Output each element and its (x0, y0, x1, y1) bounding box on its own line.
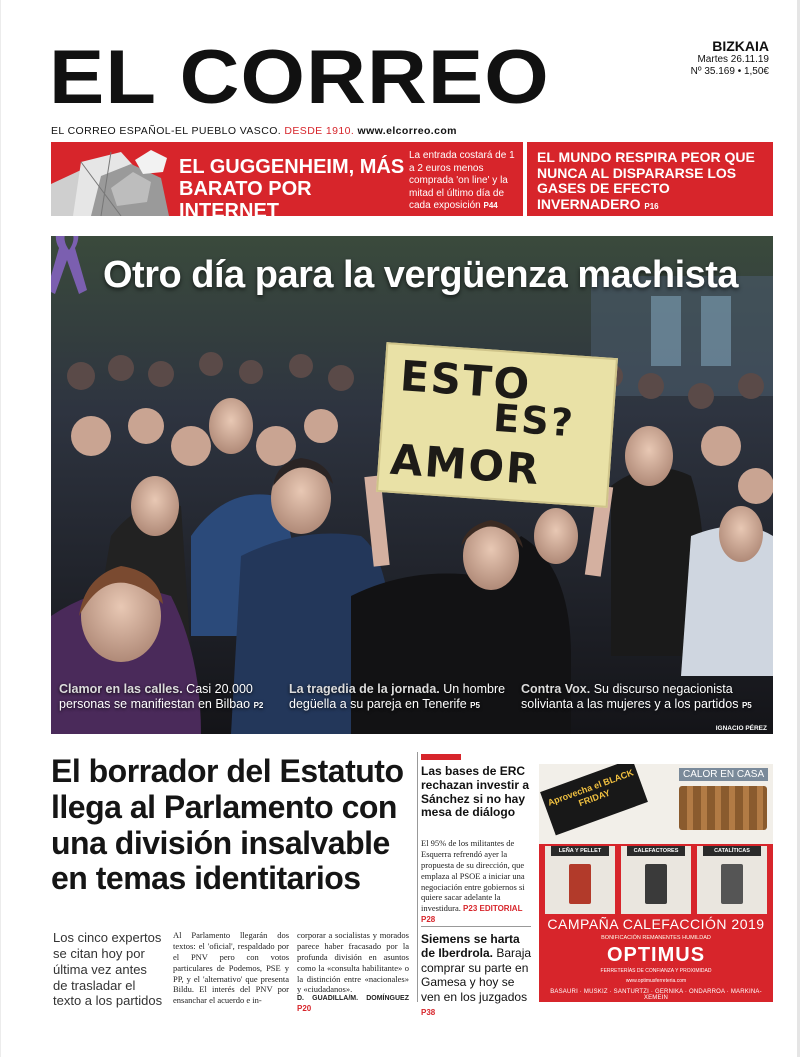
page-ref: P5 (470, 701, 480, 710)
page-ref: P20 (297, 1004, 312, 1014)
main-story-headline[interactable]: El borrador del Estatuto llega al Parlamento con una división insalvable en temas identitarios (51, 753, 404, 897)
side-story-headline[interactable]: Las bases de ERC rechazan investir a Sánchez si no hay mesa de diálogo (421, 764, 530, 820)
ad-product-1 (545, 846, 615, 914)
ad-product-3 (697, 846, 767, 914)
page-ref: P44 (483, 201, 498, 210)
page-ref: P5 (741, 701, 752, 710)
masthead-tagline (51, 125, 457, 137)
caption-lead: La tragedia de la jornada. (289, 682, 440, 696)
ad-towns: BASAURI · MUSKIZ · SANTURTZI · GERNIKA · ONDARROA · MARKINA-XEMEIN (550, 989, 762, 1001)
promo-guggenheim-body: La entrada costará de 1 a 2 euros menos comprada 'on line' y la mitad el último día de cada exposición (409, 150, 515, 211)
page-ref: P2 (253, 701, 264, 710)
edition-region: BIZKAIA (712, 38, 769, 54)
ad-product-label: CATALÍTICAS (714, 848, 750, 854)
caption-text: Un hombre degüella a su pareja en Tenerife (289, 682, 506, 711)
main-story-lede: Los cinco expertos se citan hoy por última vez antes de trasladar el texto a los partidos (53, 930, 163, 1009)
caption-lead: Clamor en las calles. (59, 682, 183, 696)
tagline-since: DESDE 1910. (284, 125, 358, 137)
caption-text: Su discurso negacionista solivianta a las mujeres y a los partidos (521, 682, 739, 711)
firewood-image (679, 786, 767, 830)
caption-text: Casi 20.000 personas se manifiestan en Bilbao (59, 682, 253, 711)
page-ref: P23 EDITORIAL P28 (421, 904, 523, 925)
promo-guggenheim-title: EL GUGGENHEIM, MÁS BARATO POR INTERNET (179, 156, 405, 222)
promo-guggenheim[interactable] (51, 142, 523, 222)
newspaper-logo[interactable]: EL CORREO (49, 35, 550, 120)
lead-headline[interactable]: Otro día para la vergüenza machista (103, 254, 739, 296)
photo-credit: IGNACIO PÉREZ (715, 725, 767, 732)
caption-lead: Contra Vox. (521, 682, 591, 696)
byline-authors: D. GUADILLA/M. DOMÍNGUEZ (297, 995, 409, 1003)
column-divider (417, 752, 418, 1002)
page-ref: P38 (421, 1007, 436, 1017)
lead-photo[interactable] (51, 236, 773, 734)
main-story-column-2-text: corporar a socialistas y morados parece haber fracasado por la profunda división en asuntos como la «consulta habilitante» o la distinción entre «nacionales» y «ciudadanos». (297, 930, 409, 995)
website-link[interactable]: www.elcorreo.com (357, 125, 457, 137)
promo-climate-headline: EL MUNDO RESPIRA PEOR QUE NUNCA AL DISPARARSE LOS GASES DE EFECTO INVERNADERO (537, 149, 755, 213)
byline (297, 995, 409, 1015)
edition-date: Martes 26.11.19 (697, 54, 769, 66)
ad-campaign: CAMPAÑA CALEFACCIÓN 2019 (547, 916, 765, 932)
sign-line-3: AMOR (388, 434, 543, 495)
optimus-logo: OPTIMUS (606, 944, 706, 966)
ad-calor-label: CALOR EN CASA (679, 768, 768, 781)
ad-banner-top (539, 764, 773, 844)
photo-caption-2[interactable] (289, 682, 511, 712)
ad-subtitle: BONIFICACIÓN REMANENTES HUMILDAD (601, 935, 711, 941)
protest-sign (376, 342, 618, 508)
page-ref: P16 (644, 202, 659, 212)
story-divider (421, 926, 531, 927)
ad-brand-tagline: FERRETERÍAS DE CONFIANZA Y PROXIMIDAD (600, 968, 712, 974)
sign-line-2: ES? (491, 395, 577, 446)
ad-product-label: CALEFACTORES (633, 848, 679, 854)
accent-bar (421, 754, 461, 760)
catalytic-heater-icon (721, 864, 743, 904)
main-story-column-2 (297, 930, 409, 1015)
edition-info (691, 38, 769, 77)
main-story-column-1: Al Parlamento llegarán dos textos: el 'oficial', respaldado por el PNV pero con votos particulares de Podemos, PSE y PP, y el 'alternativo' que presenta Bildu. El interés del PNV por ensanchar el acuerdo e in- (173, 930, 289, 1006)
promo-climate[interactable] (527, 142, 773, 216)
tagline-text: EL CORREO ESPAÑOL-EL PUEBLO VASCO. (51, 125, 285, 137)
side-story-text (421, 838, 531, 926)
purple-ribbon-icon (51, 236, 93, 300)
ad-product-2 (621, 846, 691, 914)
brief-text: Baraja comprar su parte en Gamesa y hoy se ven en los juzgados (421, 946, 532, 1004)
ad-website[interactable]: www.optimusferreteria.com (625, 978, 687, 984)
stove-icon (569, 864, 591, 904)
photo-caption-3[interactable] (521, 682, 771, 712)
promo-climate-title (537, 150, 767, 213)
ad-product-label: LEÑA Y PELLET (558, 848, 602, 854)
edition-issue: Nº 35.169 • 1,50€ (690, 65, 769, 77)
ad-products (539, 846, 773, 914)
optimus-advertisement[interactable] (539, 764, 773, 1002)
brief-lead: Siemens se harta de Iberdrola. (421, 932, 520, 961)
heater-icon (645, 864, 667, 904)
photo-caption-1[interactable] (59, 682, 279, 712)
promo-guggenheim-text (409, 150, 521, 213)
side-story-body: El 95% de los militantes de Esquerra refrendó ayer la propuesta de su dirección, que emplaza al PSOE a iniciar una negociación entre gobiernos si quiere sacar adelante la investidura. (421, 838, 525, 914)
guggenheim-illustration (51, 142, 171, 216)
sign-line-1: ESTO (398, 351, 533, 410)
black-friday-badge: Aprovecha el BLACK FRIDAY (540, 764, 648, 835)
siemens-brief[interactable] (421, 932, 533, 1018)
